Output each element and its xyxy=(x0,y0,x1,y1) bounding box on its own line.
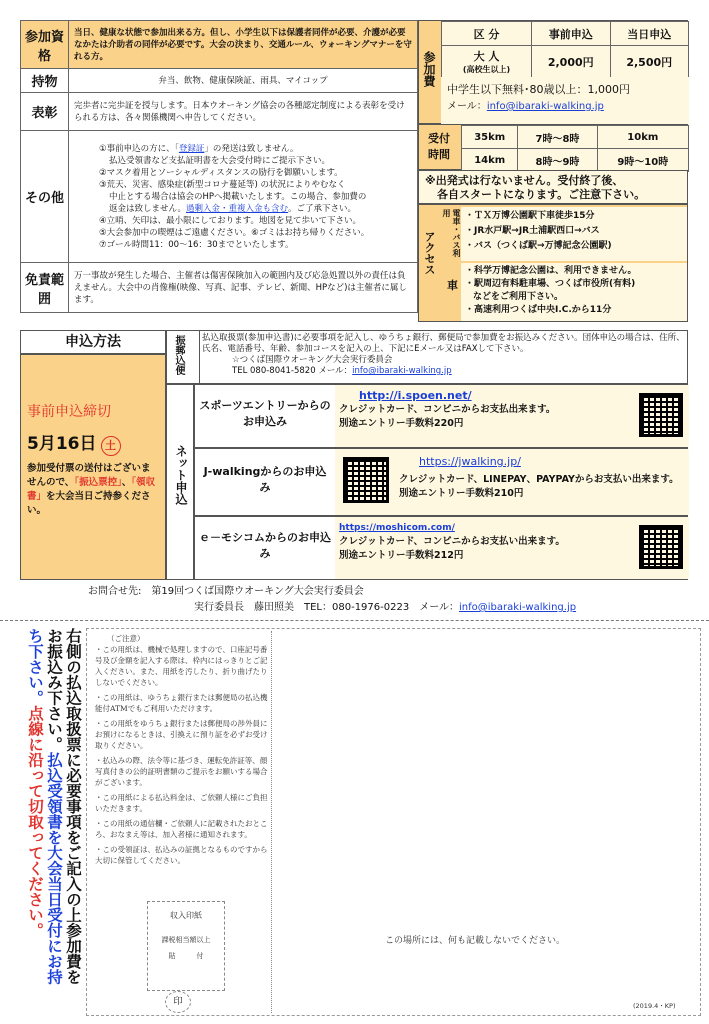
instruction-vertical: 右側の払込取扱票に必要事項をご記入の上参加費をお振込み下さい。払込受領書を大会当日受付にお持ち下さい。点線に沿って切取ってください。 xyxy=(26,628,82,985)
entry-jwalking-name: J-walkingからのお申込み xyxy=(203,465,327,494)
fee-adult-sub: (高校生以上) xyxy=(462,65,511,74)
entry-sports-url[interactable]: http://i.spoen.net/ xyxy=(359,389,472,402)
rec-cell: 8時～9時 xyxy=(518,149,597,172)
menseki-label: 免責範囲 xyxy=(21,263,69,313)
rec-cell: 10km xyxy=(597,126,688,149)
fee-h-pre: 事前申込 xyxy=(532,22,611,46)
furikomi-mail[interactable]: info@ibaraki-walking.jp xyxy=(352,366,452,376)
notice-box: ※出発式は行ないません。受付終了後、 各自スタートになります。ご注意下さい。 xyxy=(418,170,688,204)
fee-label: 参加費 xyxy=(422,51,436,87)
reception-label: 受付時間 xyxy=(428,132,450,161)
furikomi-block xyxy=(166,330,688,384)
deadline-date: 5月16日 xyxy=(27,434,97,454)
cut-line xyxy=(0,620,709,621)
jw-info xyxy=(335,449,689,515)
dow-badge: 土 xyxy=(101,436,121,456)
entry-jwalking-desc: クレジットカード、LINEPAY、PAYPAYからお支払い出来ます。別途エントリー手数料210円 xyxy=(399,474,679,499)
rec-cell: 35km xyxy=(462,126,518,149)
fee-mail-link[interactable]: info@ibaraki-walking.jp xyxy=(486,101,604,112)
deadline-label: 事前申込締切 xyxy=(27,404,111,420)
form-code: (2019.4・KP) xyxy=(633,1002,676,1010)
fee-note-box: 中学生以下無料･80歳以上：1,000円 メール：info@ibaraki-walking.jp xyxy=(441,77,689,125)
contact: お問合せ先: 第19回つくば国際ウオーキング大会実行委員会 実行委員長 藤田照美 TEL：080-1976-0223 メール：info@ibaraki-walking.jp xyxy=(88,586,577,613)
rec-cell: 7時～8時 xyxy=(518,126,597,149)
cond-label: 参加資格 xyxy=(21,21,69,69)
train-label: 電車・バス利用 xyxy=(442,209,461,257)
car-label: 車 xyxy=(447,279,458,292)
seal-circle: 印 xyxy=(165,991,191,1013)
qr-code-icon xyxy=(639,525,683,569)
apply-title: 申込方法 xyxy=(20,330,166,354)
qr-code-icon xyxy=(639,393,683,437)
hyo-text: 完歩者に完歩証を授与します。日本ウオーキング協会の各種認定制度による表彰を受けられる方は、各々関係機関へ申告してください。 xyxy=(69,93,418,131)
entry-moshicom[interactable]: ｅ－モシコムからのお申込み https://moshicom.com/ クレジットカード、コンビニからお支払い出来ます。 別途エントリー手数料212円 xyxy=(194,516,688,580)
rec-cell: 14km xyxy=(462,149,518,172)
stamp-box: 収入印紙 課税相当額以上 貼 付 xyxy=(147,901,225,991)
train-info: ・ＴＸ万博公園駅下車徒歩15分 ・JR水戸駅→JR土浦駅西口→バス ・バス（つくば駅→万博記念公園駅) xyxy=(461,207,687,261)
access-block xyxy=(418,204,688,322)
fee-block xyxy=(418,20,688,124)
mochi-label: 持物 xyxy=(21,69,69,93)
sonota-text: ①事前申込の方に、「登録証」の発送は致しません。 払込受領書など支払証明書を大会受付時にご提示下さい。 ②マスク着用とソーシャルディスタンスの励行を御願いします。 ③荒天、災害、感染症(新型コロナ蔓延等) の状況によりやむなく 中止とする場合は協会のHPへ掲載いたします。この場合、参加費の 返金は致しません。過剰入金・重複入金も含む。ご了承下さい。 ④立哨、矢印は、最小限にしております。地図を見て歩いて下さい。 ⑤大会参加中の喫煙はご遠慮ください。⑥ゴミはお持ち帰りください。 ⑦ゴール時間11：00～16：30までといたします。 xyxy=(69,131,418,263)
mochi-text: 弁当、飲物、健康保険証、雨具、マイコップ xyxy=(69,69,418,93)
entry-sports-name: スポーツエントリーからのお申込み xyxy=(199,399,331,428)
sonota-label: その他 xyxy=(21,131,69,263)
fee-h-day: 当日申込 xyxy=(610,22,689,46)
entry-jwalking[interactable] xyxy=(194,448,688,516)
entry-moshicom-name: ｅ－モシコムからのお申込み xyxy=(199,531,331,560)
cond-text: 当日、健康な状態で参加出来る方。但し、小学生以下は保護者同伴が必要、介護が必要なかたは介助者の同伴が必要です。大会の決まり、交通ルール、ウォーキングマナーを守れる方。 xyxy=(69,21,418,69)
blank-note: この場所には、何も記載しないでください。 xyxy=(385,936,566,946)
entry-jwalking-url[interactable]: https://jwalking.jp/ xyxy=(419,455,521,468)
entry-sports[interactable]: スポーツエントリーからのお申込み http://i.spoen.net/ クレジットカード、コンビニからお支払出来ます。 別途エントリー手数料220円 xyxy=(194,384,688,448)
fee-adult-pre: 2,000円 xyxy=(532,46,611,78)
entry-moshicom-url[interactable]: https://moshicom.com/ xyxy=(339,523,455,533)
hyo-label: 表彰 xyxy=(21,93,69,131)
furikomi-label: 振郵込便 xyxy=(173,335,184,375)
menseki-text: 万一事故が発生した場合、主催者は傷害保険加入の範囲内及び応急処置以外の責任は負えません。大会中の肖像権(映像、写真、記事、テレビ、新聞、HPなど)は主催者に属します。 xyxy=(69,263,418,313)
furikomi-text: 払込取扱票(参加申込書)に必要事項を記入し、ゆうちょ銀行、郵便局で参加費をお振込みください。団体申込の場合は、住所、氏名、電話番号、年齢、参加コースを記入の上、下記にEメール又はFAXして下さい。 ☆つくば国際ウオーキング大会実行委員会 TEL 080-8041-5820 メール：info@ibaraki-walking.jp xyxy=(199,331,687,383)
net-label-box xyxy=(166,384,194,580)
access-label: アクセス xyxy=(423,231,436,275)
fee-adult-day: 2,500円 xyxy=(610,46,689,78)
fee-adult: 大 人 xyxy=(473,50,500,63)
contact-mail[interactable]: info@ibaraki-walking.jp xyxy=(459,602,577,613)
car-info: ・科学万博記念公園は、利用できません。 ・駅周辺有料駐車場、つくば市役所(有料) などをご利用下さい。 ・高速利用つくば中央I.C.から11分 xyxy=(461,263,687,321)
fee-note: 中学生以下無料･80歳以上：1,000円 xyxy=(447,83,630,96)
rec-cell: 9時～10時 xyxy=(597,149,688,172)
reception-block xyxy=(418,124,688,170)
deadline-block: 事前申込締切 5月16日 土 参加受付票の送付はございませんので、「振込票控」、「領収書」を大会当日ご持参ください。 xyxy=(20,354,166,580)
info-table xyxy=(20,20,418,313)
payment-slip xyxy=(86,628,701,1016)
slip-notes: （ご注意） ・この用紙は、機械で処理しますので、口座記号番号及び金額を記入する際は、枠内にはっきりとご記入ください。また、用紙を汚したり、折り曲げたりしないでください。 ・この用紙は、ゆうちょ銀行または郵便局の払込機能付ATMでもご利用いただけます。 ・この用紙をゆうちょ銀行または郵便局の渉外員にお預けになるときは、引換えに預り証を必ずお受け取りください。 ・払込みの際、法令等に基づき、運転免許証等、顔写真付きの公的証明書類のご提示をお願いする場合がございます。 ・この用紙による払込料金は、ご依頼人様にご負担いただきます。 ・この用紙の通信欄・ご依頼人に記載されたおところ、おなまえ等は、加入者様に通知されます。 ・この受領証は、払込みの証拠となるものですから大切に保管してください。 xyxy=(95,634,268,865)
qr-code-icon xyxy=(343,457,389,503)
fee-h-kubun: 区 分 xyxy=(442,22,532,46)
slip-divider xyxy=(271,631,272,1013)
net-label: ネット申込 xyxy=(174,445,188,505)
